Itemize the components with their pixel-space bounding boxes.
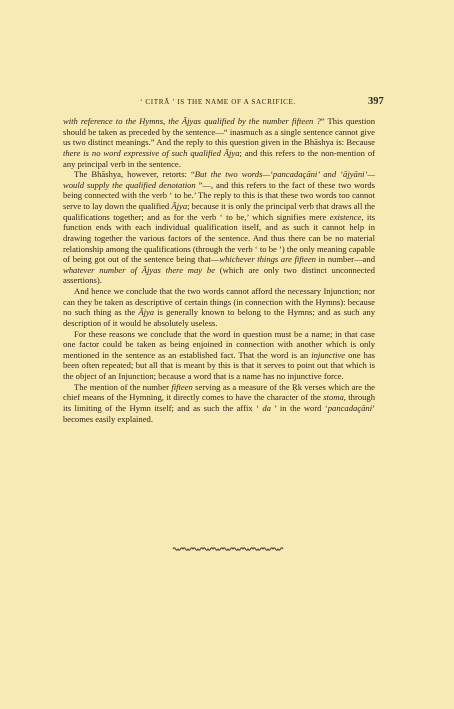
paragraph [63, 169, 375, 286]
text-run: The Bhāshya, however, retorts: “ [74, 169, 195, 180]
italic-text: injunctive [311, 349, 346, 360]
text-run: ” This question should be taken as preceded by the sentence—“ inasmuch as a single sentence cannot give us two distinct meanings.” And the reply to this question given in the Bhāshya is: Because [63, 116, 376, 148]
italic-text: da [262, 402, 271, 413]
text-run: ’ in the word ‘ [270, 402, 328, 413]
paragraph [63, 329, 375, 382]
italic-text: whichever things are fifteen [219, 254, 316, 265]
text-run: serving as a measure of the Ṛk verses which are the chief means of the Hymning, it directly comes to have the character of the [63, 381, 375, 403]
running-head: ‘ CITRĀ ’ IS THE NAME OF A SACRIFICE. [140, 98, 296, 106]
text-run: in number—and [315, 254, 375, 265]
paragraph [63, 382, 375, 425]
text-run: (which are only two distinct unconnected assertions). [63, 264, 375, 286]
text-run: For these reasons we conclude that the word in question must be a name; in that case one factor could be taken as being enjoined in connection with another which is only mentioned in the sentence as an established fact. That the word is an [63, 328, 375, 360]
italic-text: pancadaçāni [327, 402, 373, 413]
italic-text: with reference to the Hymns, the Ājyas qualified by the number fifteen ? [63, 116, 321, 126]
italic-text: Ājya [171, 201, 188, 211]
paragraph [63, 286, 375, 329]
text-run: And hence we conclude that the two words cannot afford the necessary Injunction; nor can they be taken as descriptive of certain things (in connection with the Hymns): because no such thing as the [63, 286, 375, 318]
text-run: one has been often repeated; but all that is meant by this is that it serves to point out that which is the object of an Injunction; because a word that is a name has no injunctive force. [63, 349, 375, 381]
italic-text: whatever number of Ājyas there may be [63, 264, 216, 275]
italic-text: Ājya [138, 307, 155, 318]
text-run: ”—, and this refers to the fact of these two words being connected with the verb ‘ to be.’ The reply to this is that these two words too cannot serve to lay down the qualified [63, 179, 375, 211]
body-text [63, 116, 375, 424]
text-run: The mention of the number [74, 381, 172, 392]
italic-text: existence [329, 211, 362, 222]
italic-text: But the two words—‘pancadaçāni’ and ‘ājyāni’—would supply the qualified denotation [63, 169, 376, 190]
text-run: is generally known to belong to the Hymns; and as such any description of it would be absolutely useless. [63, 307, 375, 328]
page-number: 397 [368, 96, 384, 107]
italic-text: fifteen [171, 381, 193, 392]
italic-text: there is no word expressive of such qualified Ājya [63, 147, 240, 158]
page-header [0, 98, 454, 112]
text-run: ; because it is only the principal verb that draws all the qualifications together; and as for the verb ‘ to be,’ which signifies mere [63, 201, 375, 222]
text-run: ; and this refers to the non-mention of any principal verb in the sentence. [63, 147, 375, 169]
text-run: , through its limiting of the Hymn itself; and as such the affix ‘ [63, 392, 376, 413]
wavy-line-ornament-icon [172, 545, 284, 553]
text-run: ’ becomes easily explained. [63, 402, 375, 424]
italic-text: stoma [323, 392, 344, 403]
text-run: , its function ends with each individual qualification itself, and as such it cannot help in drawing together the various factors of the sentence. And thus there can be no material relationship among the qualifications (through the verb ‘ to be ’) the only meaning capable of being got out of the sentence being that— [63, 211, 375, 265]
paragraph [63, 116, 375, 169]
